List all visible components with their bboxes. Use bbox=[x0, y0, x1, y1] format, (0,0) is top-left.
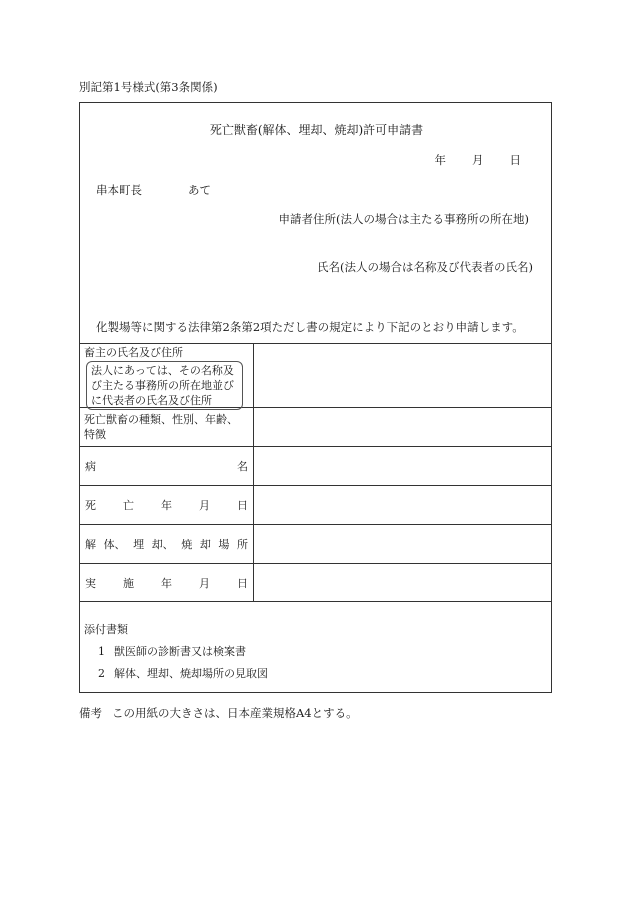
disease-label-char: 病 bbox=[85, 460, 96, 473]
remark bbox=[79, 705, 358, 721]
location-label-char: 却、 bbox=[151, 538, 174, 551]
addressee-name: 串本町長 bbox=[96, 183, 142, 197]
application-statement: 化製場等に関する法律第2条第2項ただし書の規定により下記のとおり申請します。 bbox=[96, 320, 524, 334]
location-label-char: 所 bbox=[236, 538, 248, 551]
attachments-title: 添付書類 bbox=[84, 623, 128, 636]
execution-date-label-char: 月 bbox=[199, 576, 210, 590]
death-date-label-cell bbox=[80, 486, 254, 524]
location-label-char: 却 bbox=[199, 538, 211, 551]
location-label-char: 解 bbox=[85, 538, 96, 551]
owner-value[interactable] bbox=[254, 344, 551, 407]
disease-label-char: 名 bbox=[237, 460, 248, 473]
death-date-label-char: 死 bbox=[85, 499, 96, 512]
date-year: 年 bbox=[434, 153, 446, 167]
application-table bbox=[80, 343, 551, 602]
disease-value[interactable] bbox=[254, 447, 551, 485]
death-date-label-char: 亡 bbox=[123, 499, 134, 512]
owner-label: 畜主の氏名及び住所 bbox=[84, 346, 183, 359]
date-row bbox=[435, 152, 522, 168]
location-label-char: 場 bbox=[218, 538, 230, 551]
death-date-label-char: 月 bbox=[199, 499, 210, 512]
table-row-owner bbox=[80, 344, 551, 408]
attachment-text: 獣医師の診断書又は検案書 bbox=[114, 645, 246, 658]
execution-date-label-char: 施 bbox=[123, 576, 134, 590]
execution-date-label-char: 年 bbox=[161, 576, 172, 590]
owner-note: 法人にあっては、その名称及び主たる事務所の所在地並びに代表者の氏名及び住所 bbox=[86, 361, 243, 410]
table-row-disease bbox=[80, 447, 551, 486]
applicant-name-label: 氏名(法人の場合は名称及び代表者の氏名) bbox=[317, 260, 533, 274]
date-month: 月 bbox=[472, 153, 484, 167]
location-label-char: 埋 bbox=[133, 538, 145, 551]
disease-label-cell bbox=[80, 447, 254, 485]
document-title: 死亡獣畜(解体、埋却、焼却)許可申請書 bbox=[209, 123, 424, 137]
owner-label-cell bbox=[80, 344, 254, 407]
applicant-address-label: 申請者住所(法人の場合は主たる事務所の所在地) bbox=[278, 212, 529, 226]
attachment-item bbox=[98, 665, 268, 681]
execution-date-value[interactable] bbox=[254, 564, 551, 601]
execution-date-label-char: 日 bbox=[237, 576, 248, 590]
attachment-text: 解体、埋却、焼却場所の見取図 bbox=[114, 667, 268, 680]
death-date-value[interactable] bbox=[254, 486, 551, 524]
remark-text: この用紙の大きさは、日本産業規格A4とする。 bbox=[112, 706, 358, 720]
species-label-line2: 特徴 bbox=[84, 428, 106, 441]
form-caption: 別記第1号様式(第3条関係) bbox=[79, 80, 218, 94]
table-row-death-date bbox=[80, 486, 551, 525]
species-label-line1: 死亡獣畜の種類、性別、年齢、 bbox=[84, 413, 238, 426]
location-label-cell bbox=[80, 525, 254, 563]
location-label-char: 焼 bbox=[181, 538, 193, 551]
execution-date-label-char: 実 bbox=[85, 576, 96, 590]
species-value[interactable] bbox=[254, 408, 551, 446]
addressee-suffix: あて bbox=[188, 183, 211, 197]
execution-date-label-cell bbox=[80, 564, 254, 601]
form-frame bbox=[79, 102, 552, 693]
attachment-number: 2 bbox=[98, 667, 105, 680]
addressee bbox=[96, 182, 211, 198]
location-value[interactable] bbox=[254, 525, 551, 563]
species-label-cell bbox=[80, 408, 254, 446]
date-day: 日 bbox=[509, 153, 521, 167]
table-row-species bbox=[80, 408, 551, 447]
remark-label: 備考 bbox=[79, 706, 102, 720]
death-date-label-char: 年 bbox=[161, 499, 172, 512]
death-date-label-char: 日 bbox=[237, 499, 248, 512]
location-label-char: 体、 bbox=[103, 538, 126, 551]
attachment-item bbox=[98, 643, 246, 659]
attachment-number: 1 bbox=[98, 645, 105, 658]
table-row-execution-date bbox=[80, 564, 551, 602]
table-row-location bbox=[80, 525, 551, 564]
